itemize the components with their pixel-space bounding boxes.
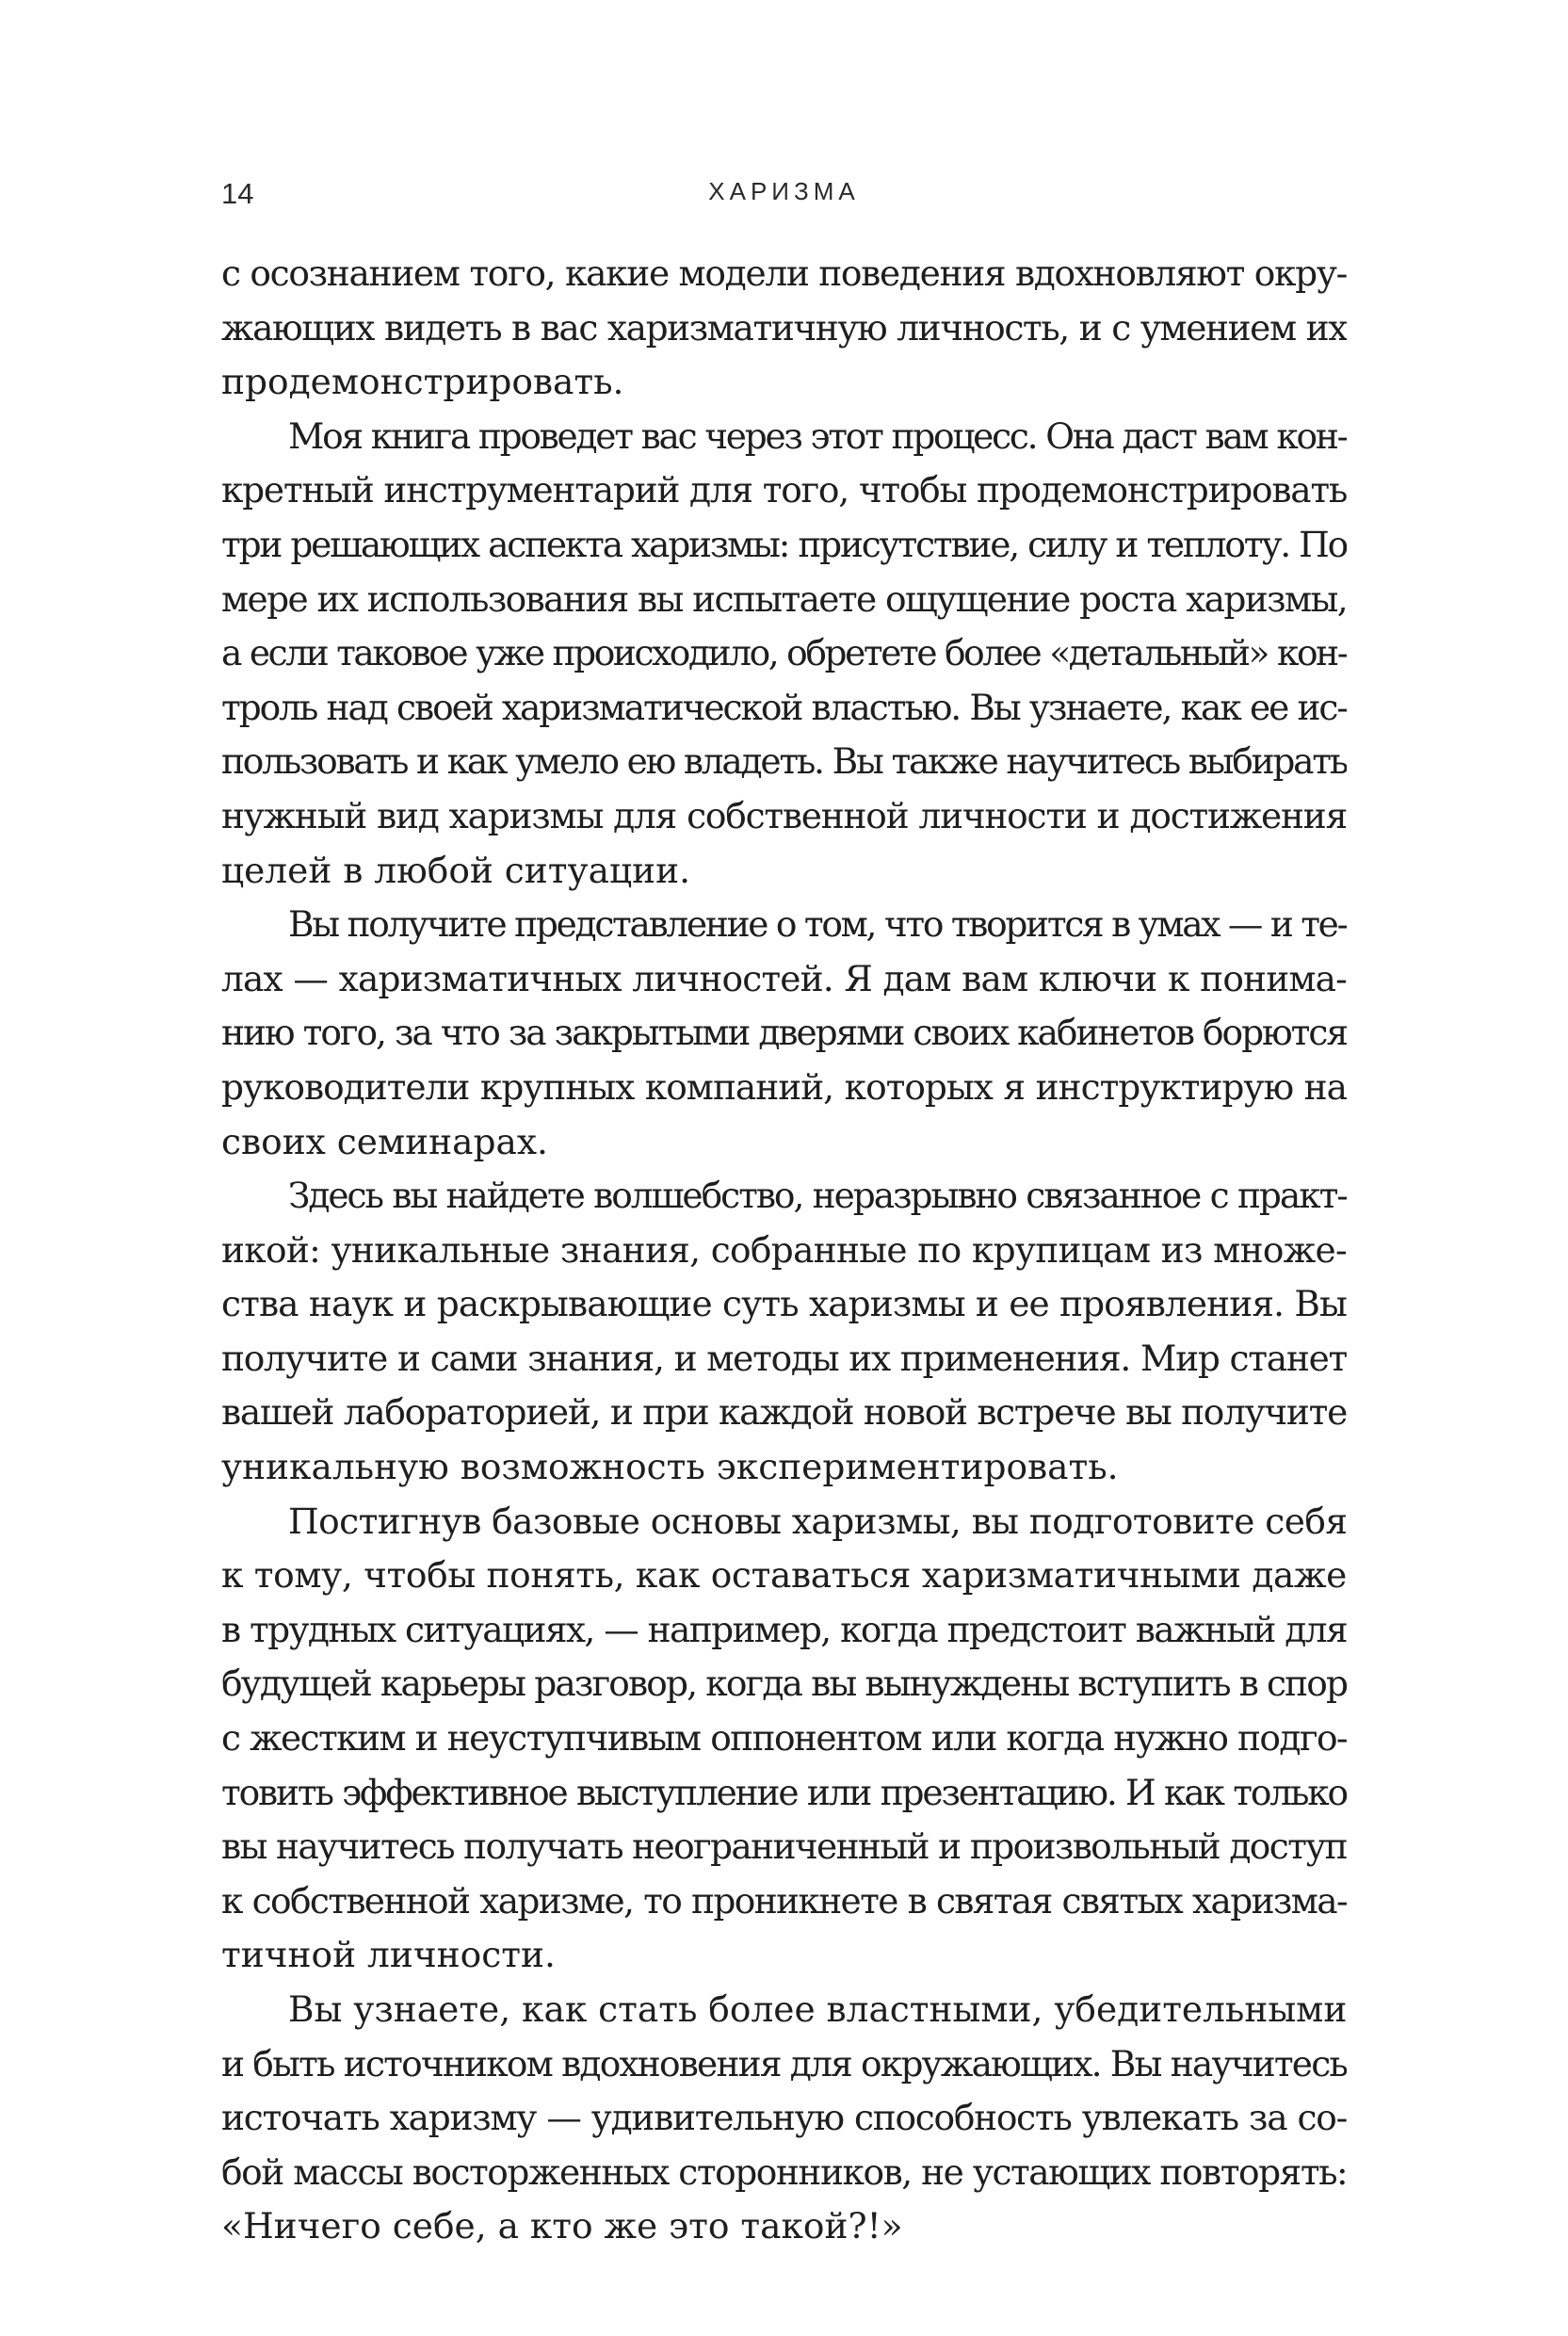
text-line: будущей карьеры разговор, когда вы вынуждены вступить в спор (221, 1663, 1347, 1705)
text-line: товить эффективное выступление или презентацию. И как только (221, 1771, 1347, 1813)
paragraph (221, 1169, 1347, 1495)
text-line: источать харизму — удивительную способность увлекать за со- (221, 2097, 1347, 2139)
paragraph (221, 410, 1347, 898)
text-line: пользовать и как умело ею владеть. Вы также научитесь выбирать (221, 740, 1347, 783)
text-line: в трудных ситуациях, — например, когда предстоит важный для (221, 1608, 1347, 1650)
text-line: руководители крупных компаний, которых я инструктирую на (221, 1065, 1347, 1108)
text-line: бой массы восторженных сторонников, не устающих повторять: (221, 2150, 1347, 2193)
running-head (221, 177, 1347, 215)
text-line: нужный вид харизмы для собственной личности и достижения (221, 794, 1347, 836)
text-line: Здесь вы найдете волшебство, неразрывно связанное с практ- (288, 1175, 1347, 1217)
text-line: а если таковое уже происходило, обретете более «детальный» кон- (221, 632, 1347, 674)
paragraph (221, 247, 1347, 410)
text-line: вы научитесь получать неограниченный и произвольный доступ (221, 1825, 1347, 1868)
text-line: получите и сами знания, и методы их применения. Мир станет (221, 1337, 1347, 1379)
body-text (221, 247, 1347, 2254)
running-title: ХАРИЗМА (708, 177, 860, 205)
text-line: жающих видеть в вас харизматичную личность, и с умением их (221, 306, 1347, 349)
paragraph (221, 1495, 1347, 1983)
text-line: своих семинарах. (221, 1120, 548, 1162)
text-line: три решающих аспекта харизмы: присутствие, силу и теплоту. По (221, 523, 1347, 565)
text-line: Вы получите представление о том, что творится в умах — и те- (288, 903, 1347, 946)
text-line: Вы узнаете, как стать более властными, убедительными (288, 1988, 1347, 2030)
text-line: с осознанием того, какие модели поведения вдохновляют окру- (221, 252, 1347, 294)
text-line: и быть источником вдохновения для окружающих. Вы научитесь (221, 2042, 1347, 2085)
text-line: Постигнув базовые основы харизмы, вы подготовите себя (288, 1500, 1347, 1542)
text-line: с жестким и неуступчивым оппонентом или когда нужно подго- (221, 1717, 1347, 1760)
text-line: нию того, за что за закрытыми дверями своих кабинетов борются (221, 1012, 1347, 1054)
text-line: икой: уникальные знания, собранные по крупицам из множе- (221, 1228, 1347, 1271)
text-line: целей в любой ситуации. (221, 849, 690, 891)
text-line: мере их использования вы испытаете ощущение роста харизмы, (221, 577, 1347, 620)
text-line: ства наук и раскрывающие суть харизмы и ее проявления. Вы (221, 1283, 1347, 1325)
text-line: «Ничего себе, а кто же это такой?!» (221, 2205, 903, 2247)
paragraph (221, 1983, 1347, 2254)
text-line: к собственной харизме, то проникнете в святая святых харизма- (221, 1879, 1347, 1922)
text-line: Моя книга проведет вас через этот процесс. Она даст вам кон- (288, 414, 1347, 457)
text-line: троль над своей харизматической властью. Вы узнаете, как ее ис- (221, 686, 1347, 728)
text-line: к тому, чтобы понять, как оставаться харизматичными даже (221, 1554, 1347, 1597)
page-number: 14 (221, 177, 254, 210)
text-line: уникальную возможность экспериментировать. (221, 1446, 1119, 1488)
paragraph (221, 898, 1347, 1169)
text-line: тичной личности. (221, 1934, 556, 1976)
text-line: лах — харизматичных личностей. Я дам вам ключи к понима- (221, 957, 1347, 999)
text-line: кретный инструментарий для того, чтобы продемонстрировать (221, 469, 1347, 511)
text-line: вашей лабораторией, и при каждой новой встрече вы получите (221, 1391, 1347, 1434)
text-line: продемонстрировать. (221, 361, 624, 403)
